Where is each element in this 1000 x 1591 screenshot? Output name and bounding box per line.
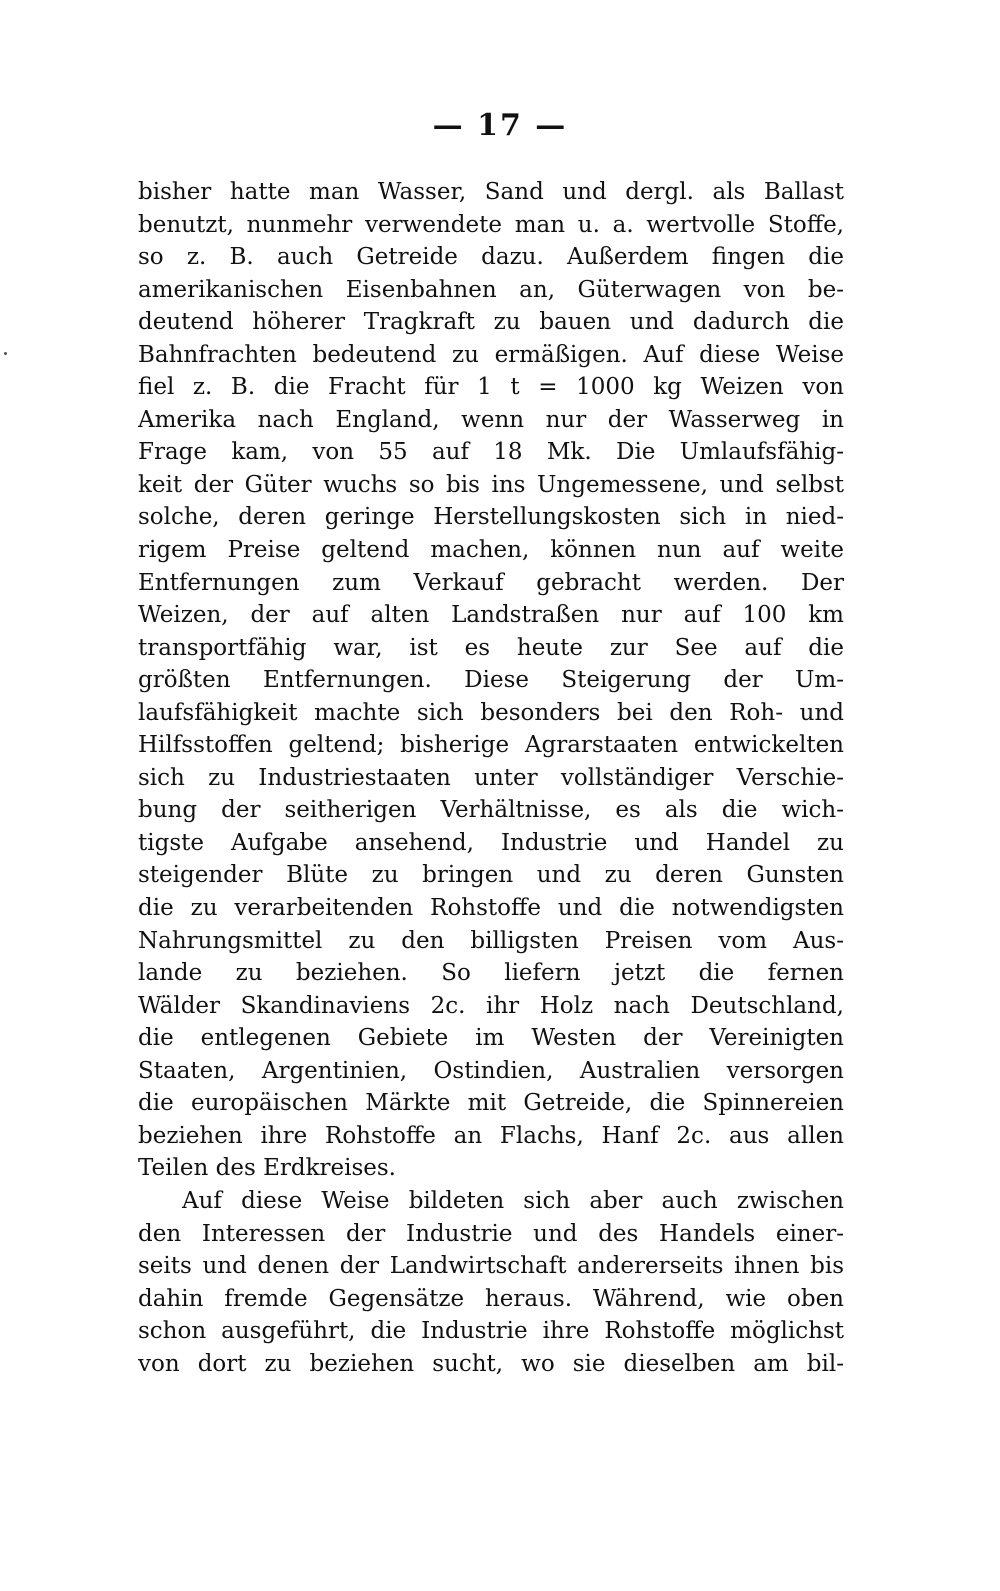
text-line: die zu verarbeitenden Rohstoffe und die notwendigsten [138, 895, 844, 922]
text-line: Amerika nach England, wenn nur der Wasserweg in [138, 406, 844, 433]
text-line: Bahnfrachten bedeutend zu ermäßigen. Auf diese Weise [138, 341, 844, 368]
text-line: amerikanischen Eisenbahnen an, Güterwagen von be- [138, 276, 844, 303]
text-line: Wälder Skandinaviens 2c. ihr Holz nach Deutschland, [138, 992, 844, 1019]
text-line: rigem Preise geltend machen, können nun auf weite [138, 537, 844, 564]
text-line: lande zu beziehen. So liefern jetzt die fernen [138, 960, 844, 987]
text-line: schon ausgeführt, die Industrie ihre Rohstoffe möglichst [138, 1318, 844, 1345]
text-line: fiel z. B. die Fracht für 1 t = 1000 kg Weizen von [138, 374, 844, 401]
page-number: — 17 — [432, 108, 568, 143]
text-line: bisher hatte man Wasser, Sand und dergl. als Ballast [138, 179, 844, 205]
text-line: tigste Aufgabe ansehend, Industrie und Handel zu [138, 829, 844, 856]
text-line: Nahrungsmittel zu den billigsten Preisen vom Aus- [138, 927, 844, 954]
text-line: die entlegenen Gebiete im Westen der Vereinigten [138, 1025, 844, 1052]
text-line: die europäischen Märkte mit Getreide, die Spinnereien [138, 1090, 844, 1117]
text-line: Hilfsstoffen geltend; bisherige Agrarstaaten entwickelten [138, 732, 844, 759]
body-text [138, 176, 844, 1380]
paragraph-start-line: Auf diese Weise bildeten sich aber auch zwischen [182, 1187, 844, 1214]
text-line: Weizen, der auf alten Landstraßen nur auf 100 km [138, 602, 844, 629]
text-line: größten Entfernungen. Diese Steigerung der Um- [138, 667, 844, 694]
text-line: Staaten, Argentinien, Ostindien, Australien versorgen [138, 1057, 844, 1084]
margin-speck [4, 352, 7, 355]
text-line: von dort zu beziehen sucht, wo sie dieselben am bil- [138, 1350, 844, 1377]
text-line: seits und denen der Landwirtschaft andererseits ihnen bis [138, 1253, 844, 1280]
text-line: bung der seitherigen Verhältnisse, es als die wich- [138, 797, 844, 824]
text-line: beziehen ihre Rohstoffe an Flachs, Hanf 2c. aus allen [138, 1122, 844, 1149]
text-line: steigender Blüte zu bringen und zu deren Gunsten [138, 862, 844, 889]
text-line: dahin fremde Gegensätze heraus. Während, wie oben [138, 1285, 844, 1312]
text-line: benutzt, nunmehr verwendete man u. a. wertvolle Stoffe, [138, 211, 844, 238]
text-line: deutend höherer Tragkraft zu bauen und dadurch die [138, 309, 844, 336]
paragraph-end-line: Teilen des Erdkreises. [138, 1155, 396, 1182]
text-line: den Interessen der Industrie und des Handels einer- [138, 1220, 844, 1247]
text-line: keit der Güter wuchs so bis ins Ungemessene, und selbst [138, 471, 844, 498]
text-line: Frage kam, von 55 auf 18 Mk. Die Umlaufsfähig- [138, 439, 844, 466]
text-line: so z. B. auch Getreide dazu. Außerdem fingen die [138, 244, 844, 271]
text-line: laufsfähigkeit machte sich besonders bei den Roh- und [138, 699, 844, 726]
text-line: transportfähig war, ist es heute zur See auf die [138, 634, 844, 661]
text-line: sich zu Industriestaaten unter vollständiger Verschie- [138, 764, 844, 791]
text-line: solche, deren geringe Herstellungskosten sich in nied- [138, 504, 844, 531]
text-line: Entfernungen zum Verkauf gebracht werden. Der [138, 569, 844, 596]
